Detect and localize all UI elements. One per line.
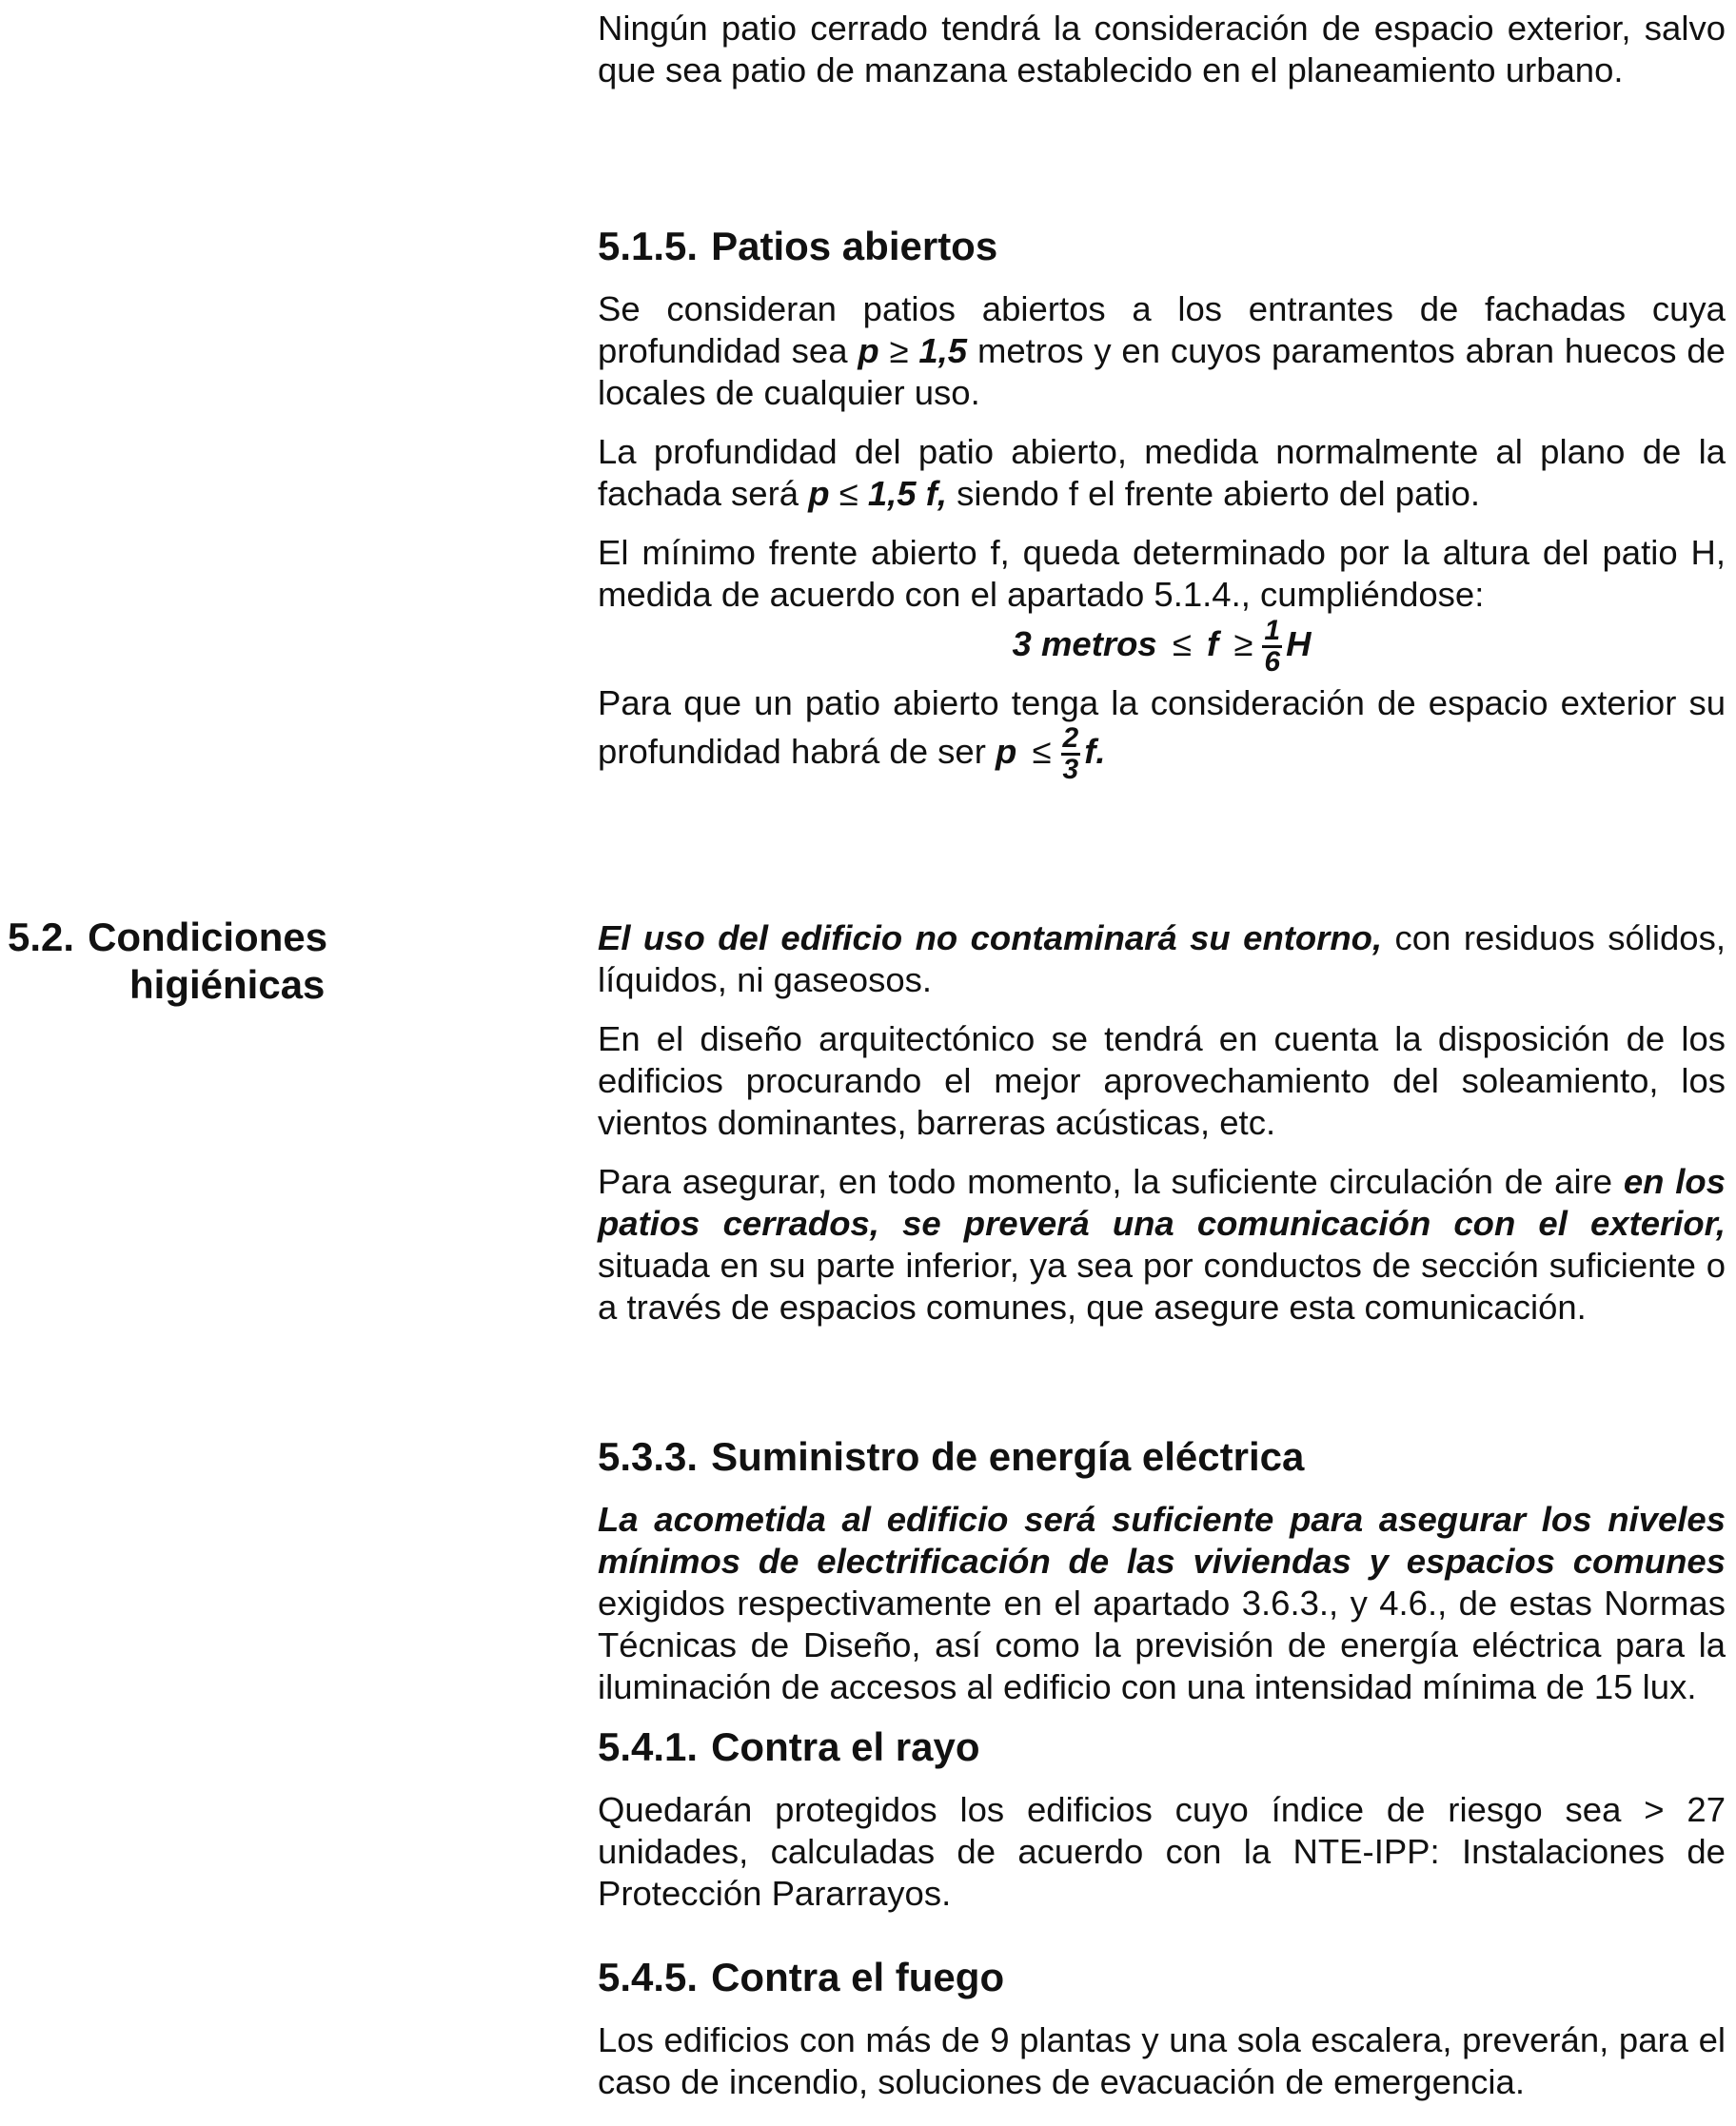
text-run: exigidos respectivamente en el apartado 3.6.3., y 4.6., de estas Normas Técnicas de Diseño, así como la previsión de energía eléctrica para la iluminación de accesos al edificio con una intensidad mínima de 15 lux. — [598, 1584, 1726, 1706]
paragraph — [598, 288, 1726, 414]
value: 1,5 f, — [867, 474, 948, 513]
paragraph: El mínimo frente abierto f, queda determinado por la altura del patio H, medida de acuerdo con el apartado 5.1.4., cumpliéndose: — [598, 533, 1726, 614]
variable: f — [1207, 624, 1219, 663]
section-5-4-5 — [598, 1953, 1726, 2103]
section-number: 5.2. — [8, 915, 75, 959]
section-heading — [598, 1432, 1726, 1482]
operator: ≤ — [1032, 732, 1052, 771]
section-number: 5.4.5. — [598, 1955, 699, 1999]
section-number: 5.4.1. — [598, 1724, 699, 1769]
text-run: La profundidad del patio abierto, medida normalmente al plano de la fachada será — [598, 432, 1726, 513]
numerator: 2 — [1062, 721, 1079, 754]
text-run: siendo f el frente abierto del patio. — [947, 474, 1481, 513]
fraction — [1061, 721, 1081, 785]
denominator: 3 — [1062, 753, 1079, 785]
operator: ≤ — [838, 474, 858, 513]
section-heading — [8, 914, 579, 961]
paragraph — [598, 1499, 1726, 1708]
paragraph — [598, 917, 1726, 1001]
value: f. — [1084, 732, 1106, 771]
section-5-2-body — [598, 917, 1726, 1329]
variable: p — [808, 474, 830, 513]
emphasis: en los patios cerrados, se preverá una comunicación con el exterior, — [598, 1162, 1726, 1243]
variable: p — [996, 732, 1017, 771]
denominator: 6 — [1264, 645, 1281, 678]
paragraph: Quedarán protegidos los edificios cuyo índice de riesgo sea > 27 unidades, calculadas de acuerdo con la NTE-IPP: Instalaciones de Protección Pararrayos. — [598, 1790, 1726, 1913]
text-run: Para que un patio abierto tenga la consideración de espacio exterior su profundidad habrá de ser — [598, 682, 1726, 771]
text-run: Para asegurar, en todo momento, la suficiente circulación de aire — [598, 1162, 1624, 1201]
operator: ≥ — [1233, 624, 1253, 663]
section-title: Contra el fuego — [711, 1955, 1005, 1999]
paragraph — [598, 431, 1726, 515]
formula — [598, 616, 1726, 677]
formula-term: 3 metros — [1012, 624, 1157, 663]
paragraph: En el diseño arquitectónico se tendrá en cuenta la disposición de los edificios procurando el mejor aprovechamiento del soleamiento, los vientos dominantes, barreras acústicas, etc. — [598, 1019, 1726, 1142]
section-heading — [598, 1953, 1726, 2002]
section-heading — [598, 222, 1726, 271]
section-number: 5.3.3. — [598, 1434, 699, 1479]
emphasis: La acometida al edificio será suficiente para asegurar los niveles mínimos de electrificación de las viviendas y espacios comunes — [598, 1500, 1726, 1581]
text-run: con residuos sólidos, líquidos, ni gaseosos. — [598, 918, 1726, 999]
operator: ≤ — [1172, 624, 1192, 663]
paragraph: Los edificios con más de 9 plantas y una sola escalera, preverán, para el caso de incendio, soluciones de evacuación de emergencia. — [598, 2020, 1726, 2101]
section-5-3-3 — [598, 1432, 1726, 1708]
operator: ≥ — [889, 331, 909, 370]
section-5-2-heading — [8, 914, 579, 1009]
section-title: Contra el rayo — [711, 1724, 980, 1769]
section-5-1-5 — [598, 222, 1726, 784]
text-run: metros y en cuyos paramentos abran huecos de locales de cualquier uso. — [598, 331, 1726, 412]
variable: H — [1286, 624, 1312, 663]
intro-paragraph: Ningún patio cerrado tendrá la consideración de espacio exterior, salvo que sea patio de manzana establecido en el planeamiento urbano. — [598, 9, 1726, 89]
variable: p — [858, 331, 879, 370]
section-title: Suministro de energía eléctrica — [711, 1434, 1305, 1479]
value: 1,5 — [918, 331, 968, 370]
section-title-line1: Condiciones — [88, 915, 328, 959]
section-5-4-1 — [598, 1722, 1726, 1915]
fraction — [1262, 614, 1282, 678]
emphasis: El uso del edificio no contaminará su entorno, — [598, 918, 1383, 957]
section-title: Patios abiertos — [711, 224, 998, 268]
text-run: Se consideran patios abiertos a los entrantes de fachadas cuya profundidad sea — [598, 289, 1726, 370]
section-heading — [598, 1722, 1726, 1772]
text-run: situada en su parte inferior, ya sea por conductos de sección suficiente o a través de espacios comunes, que asegure esta comunicación. — [598, 1246, 1726, 1327]
section-number: 5.1.5. — [598, 224, 699, 268]
intro-block — [598, 8, 1726, 91]
paragraph — [598, 682, 1726, 784]
section-title-line2: higiénicas — [129, 962, 326, 1007]
numerator: 1 — [1264, 614, 1281, 646]
paragraph — [598, 1161, 1726, 1329]
